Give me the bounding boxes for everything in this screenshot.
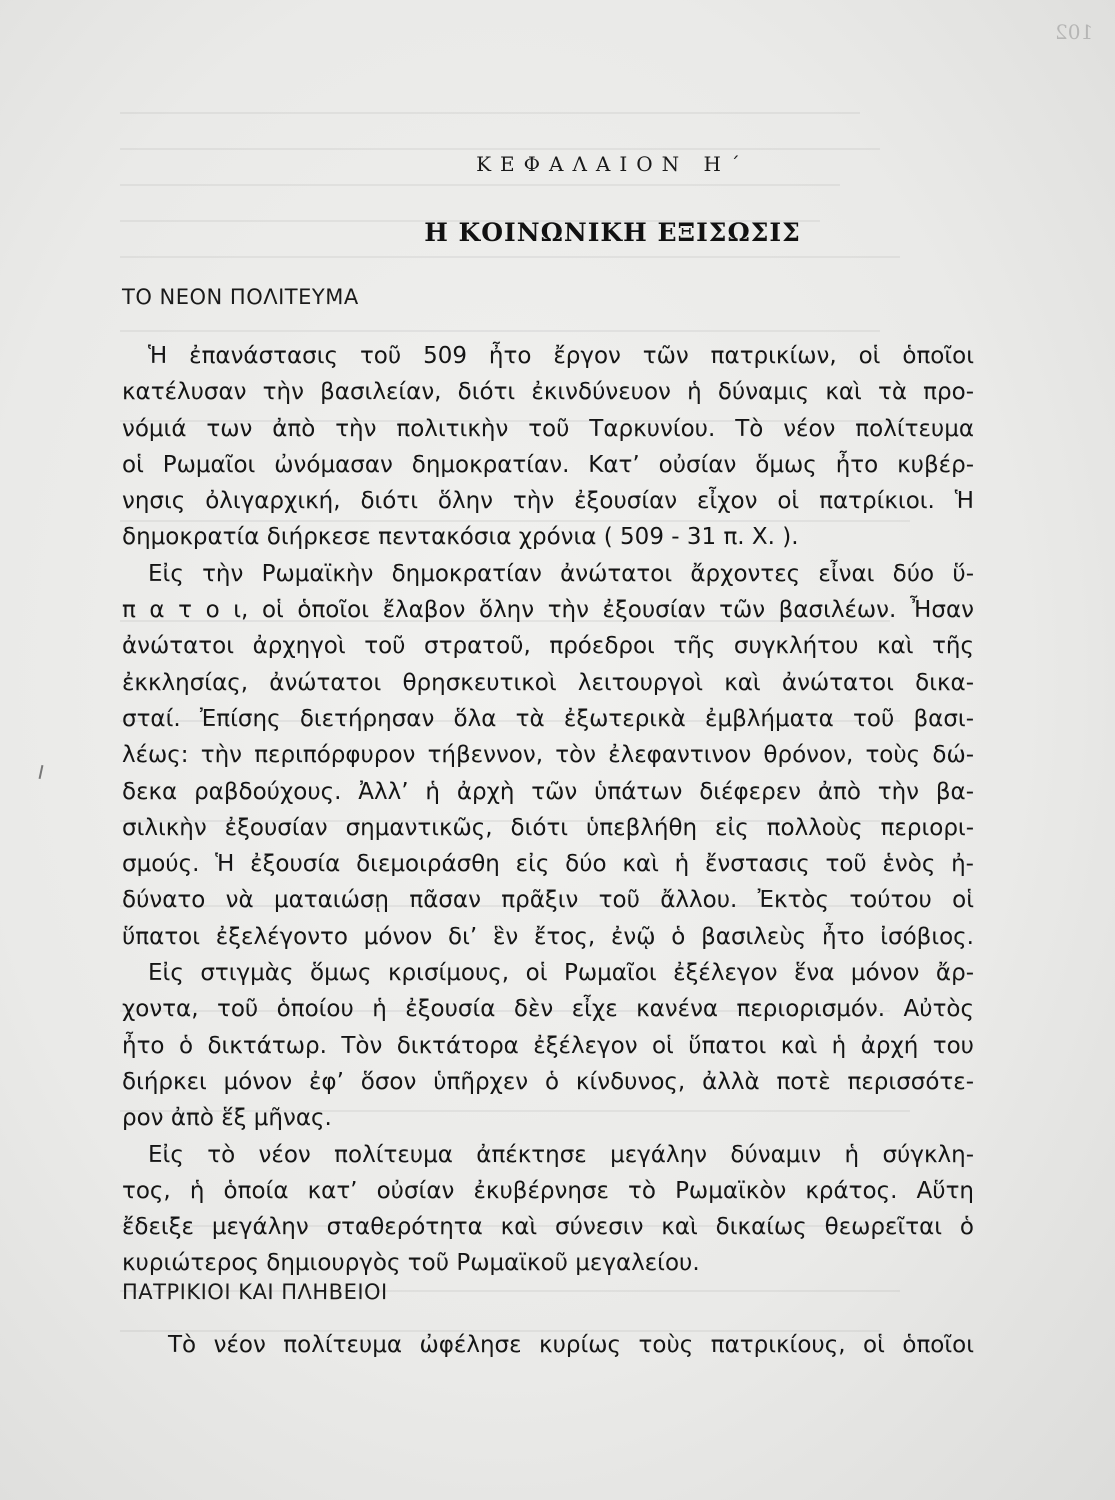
chapter-label: ΚΕΦΑΛΑΙΟΝ Η΄: [476, 152, 749, 176]
section-heading-new-constitution: ΤΟ ΝΕΟΝ ΠΟΛΙΤΕΥΜΑ: [122, 285, 359, 309]
section-heading-patricians-plebeians: ΠΑΤΡΙΚΙΟΙ ΚΑΙ ΠΛΗΒΕΙΟΙ: [122, 1280, 388, 1304]
section-body-patricians-plebeians: [122, 1327, 974, 1363]
text-line: σμούς. Ἡ ἐξουσία διεμοιράσθη εἰς δύο καὶ ἡ ἔνστασις τοῦ ἑνὸς ἠ-: [122, 851, 974, 878]
page-number: 102: [1054, 20, 1093, 44]
text-line: σταί. Ἐπίσης διετήρησαν ὅλα τὰ ἐξωτερικὰ ἐμβλήματα τοῦ βασι-: [122, 705, 974, 732]
text-line: ἔδειξε μεγάλην σταθερότητα καὶ σύνεσιν καὶ δικαίως θεωρεῖται ὁ: [122, 1214, 974, 1241]
text-line: Ἡ ἐπανάστασις τοῦ 509 ἦτο ἔργον τῶν πατρικίων, οἱ ὁποῖοι: [148, 343, 974, 369]
text-line: ρον ἀπὸ ἕξ μῆνας.: [122, 1105, 332, 1132]
text-line: τος, ἡ ὁποία κατ’ οὐσίαν ἐκυβέρνησε τὸ Ρωμαϊκὸν κράτος. Αὕτη: [122, 1177, 974, 1204]
text-line: Εἰς τὴν Ρωμαϊκὴν δημοκρατίαν ἀνώτατοι ἄρχοντες εἶναι δύο ὕ-: [148, 560, 974, 587]
chapter-title: Η ΚΟΙΝΩΝΙΚΗ ΕΞΙΣΩΣΙΣ: [424, 218, 801, 247]
text-line: νησις ὀλιγαρχική, διότι ὅλην τὴν ἐξουσίαν εἶχον οἱ πατρίκιοι. Ἡ: [122, 488, 974, 515]
text-line: διήρκει μόνον ἐφ’ ὅσον ὑπῆρχεν ὁ κίνδυνος, ἀλλὰ ποτὲ περισσότε-: [122, 1068, 974, 1095]
text-line: κατέλυσαν τὴν βασιλείαν, διότι ἐκινδύνευον ἡ δύναμις καὶ τὰ προ-: [122, 379, 974, 406]
text-line: νόμιά των ἀπὸ τὴν πολιτικὴν τοῦ Ταρκυνίου. Τὸ νέον πολίτευμα: [122, 415, 974, 442]
text-line: σιλικὴν ἐξουσίαν σημαντικῶς, διότι ὑπεβλήθη εἰς πολλοὺς περιορι-: [122, 814, 974, 841]
text-line: χοντα, τοῦ ὁποίου ἡ ἐξουσία δὲν εἶχε κανένα περιορισμόν. Αὐτὸς: [122, 996, 974, 1023]
text-line: ἀνώτατοι ἀρχηγοὶ τοῦ στρατοῦ, πρόεδροι τῆς συγκλήτου καὶ τῆς: [122, 633, 974, 660]
text-line: Εἰς στιγμὰς ὅμως κρισίμους, οἱ Ρωμαῖοι ἐξέλεγον ἕνα μόνον ἄρ-: [148, 960, 974, 987]
text-line: οἱ Ρωμαῖοι ὠνόμασαν δημοκρατίαν. Κατ’ οὐσίαν ὅμως ἦτο κυβέρ-: [122, 451, 974, 478]
text-line: π α τ ο ι, οἱ ὁποῖοι ἔλαβον ὅλην τὴν ἐξουσίαν τῶν βασιλέων. Ἦσαν: [122, 597, 974, 624]
section-body-new-constitution: [122, 338, 974, 1282]
text-line: ἐκκλησίας, ἀνώτατοι θρησκευτικοὶ λειτουργοὶ καὶ ἀνώτατοι δικα-: [122, 669, 974, 696]
text-line: κυριώτερος δημιουργὸς τοῦ Ρωμαϊκοῦ μεγαλείου.: [122, 1250, 700, 1277]
text-line: δύνατο νὰ ματαιώσῃ πᾶσαν πρᾶξιν τοῦ ἄλλου. Ἐκτὸς τούτου οἱ: [122, 887, 974, 914]
text-line: ἦτο ὁ δικτάτωρ. Τὸν δικτάτορα ἐξέλεγον οἱ ὕπατοι καὶ ἡ ἀρχή του: [122, 1032, 974, 1059]
text-line: Τὸ νέον πολίτευμα ὠφέλησε κυρίως τοὺς πατρικίους, οἱ ὁποῖοι: [168, 1332, 974, 1358]
text-line: ὕπατοι ἐξελέγοντο μόνον δι’ ἓν ἔτος, ἐνῷ ὁ βασιλεὺς ἦτο ἰσόβιος.: [122, 923, 974, 950]
text-line: δεκα ραβδούχους. Ἀλλ’ ἡ ἀρχὴ τῶν ὑπάτων διέφερεν ἀπὸ τὴν βα-: [122, 778, 974, 805]
text-line: δημοκρατία διήρκεσε πεντακόσια χρόνια ( 509 - 31 π. Χ. ).: [122, 524, 799, 551]
text-line: λέως: τὴν περιπόρφυρον τήβεννον, τὸν ἐλεφαντινον θρόνον, τοὺς δώ-: [122, 742, 974, 769]
text-line: Εἰς τὸ νέον πολίτευμα ἀπέκτησε μεγάλην δύναμιν ἡ σύγκλη-: [148, 1141, 974, 1168]
margin-pencil-mark: [39, 765, 44, 779]
